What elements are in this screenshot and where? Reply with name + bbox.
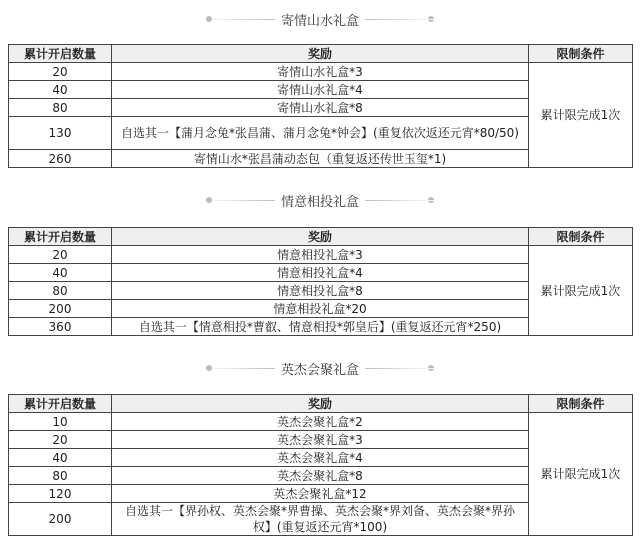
- section-shanshui: [0, 4, 640, 166]
- row-reward: 寄情山水礼盒*3: [112, 63, 529, 81]
- row-limit: 累计限完成1次: [529, 63, 633, 168]
- row-reward: 自选其一【情意相投*曹叡、情意相投*郭皇后】(重复返还元宵*250): [112, 318, 529, 336]
- section-title-row: [0, 353, 640, 383]
- section-title: 英杰会聚礼盒: [280, 363, 359, 378]
- row-reward: 情意相投礼盒*20: [112, 300, 529, 318]
- title-divider-right: [365, 19, 440, 20]
- row-count: 40: [9, 81, 112, 99]
- row-count: 260: [9, 150, 112, 168]
- row-reward: 情意相投礼盒*4: [112, 264, 529, 282]
- row-count: 20: [9, 431, 112, 449]
- row-reward: 英杰会聚礼盒*12: [112, 485, 529, 503]
- row-count: 360: [9, 318, 112, 336]
- header-reward: 奖励: [112, 395, 529, 413]
- header-count: 累计开启数量: [9, 395, 112, 413]
- row-reward: 情意相投礼盒*8: [112, 282, 529, 300]
- row-count: 20: [9, 63, 112, 81]
- header-reward: 奖励: [112, 45, 529, 63]
- header-reward: 奖励: [112, 228, 529, 246]
- section-title-row: [0, 4, 640, 34]
- table-row: [9, 413, 633, 431]
- reward-table: [8, 394, 633, 536]
- header-limit: 限制条件: [529, 45, 633, 63]
- row-reward: 自选其一【界孙权、英杰会聚*界曹操、英杰会聚*界刘备、英杰会聚*界孙权】(重复返还元宵*100): [112, 503, 529, 536]
- row-limit: 累计限完成1次: [529, 413, 633, 536]
- row-count: 200: [9, 503, 112, 536]
- header-limit: 限制条件: [529, 395, 633, 413]
- section-qingyi: [0, 185, 640, 334]
- section-title: 寄情山水礼盒: [280, 14, 359, 29]
- title-divider-right: [365, 368, 440, 369]
- row-reward: 自选其一【蒲月念兔*张昌蒲、蒲月念兔*钟会】(重复依次返还元宵*80/50): [112, 117, 529, 150]
- reward-table: [8, 227, 633, 336]
- row-count: 80: [9, 282, 112, 300]
- table-header-row: [9, 45, 633, 63]
- table-row: [9, 246, 633, 264]
- row-limit: 累计限完成1次: [529, 246, 633, 336]
- section-yingjie: [0, 353, 640, 534]
- row-count: 80: [9, 467, 112, 485]
- row-reward: 寄情山水礼盒*4: [112, 81, 529, 99]
- row-count: 40: [9, 264, 112, 282]
- table-header-row: [9, 228, 633, 246]
- title-dot-left: [206, 16, 212, 22]
- title-divider-right: [365, 200, 440, 201]
- row-count: 20: [9, 246, 112, 264]
- row-count: 200: [9, 300, 112, 318]
- header-count: 累计开启数量: [9, 45, 112, 63]
- section-title: 情意相投礼盒: [280, 195, 359, 210]
- header-limit: 限制条件: [529, 228, 633, 246]
- title-dot-left: [206, 197, 212, 203]
- row-reward: 英杰会聚礼盒*2: [112, 413, 529, 431]
- row-reward: 英杰会聚礼盒*8: [112, 467, 529, 485]
- reward-table: [8, 44, 633, 168]
- title-dot-left: [206, 365, 212, 371]
- row-reward: 寄情山水*张昌蒲动态包（重复返还传世玉玺*1): [112, 150, 529, 168]
- table-header-row: [9, 395, 633, 413]
- row-reward: 情意相投礼盒*3: [112, 246, 529, 264]
- row-count: 120: [9, 485, 112, 503]
- table-row: [9, 63, 633, 81]
- row-reward: 英杰会聚礼盒*3: [112, 431, 529, 449]
- row-reward: 寄情山水礼盒*8: [112, 99, 529, 117]
- row-count: 80: [9, 99, 112, 117]
- row-count: 10: [9, 413, 112, 431]
- row-reward: 英杰会聚礼盒*4: [112, 449, 529, 467]
- header-count: 累计开启数量: [9, 228, 112, 246]
- section-title-row: [0, 185, 640, 215]
- row-count: 40: [9, 449, 112, 467]
- row-count: 130: [9, 117, 112, 150]
